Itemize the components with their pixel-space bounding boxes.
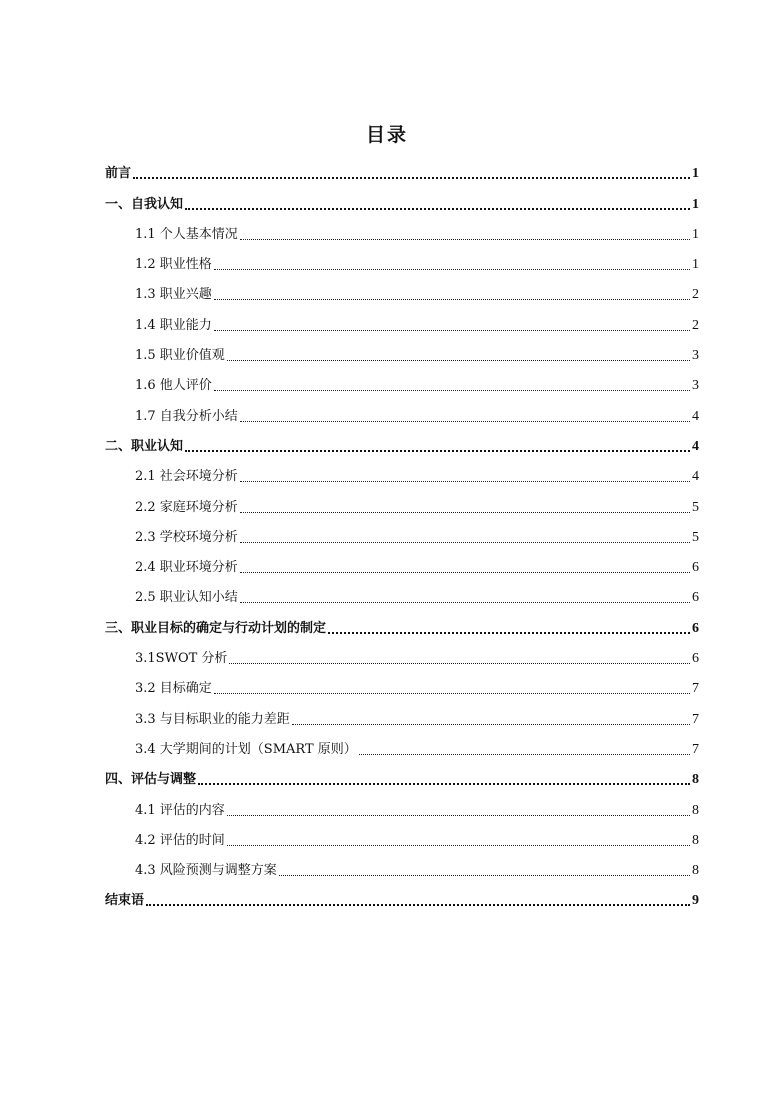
toc-entry-page-number: 4 [692, 438, 699, 454]
toc-entry-page-number: 5 [692, 529, 699, 545]
toc-dot-leader [279, 875, 690, 876]
toc-entry-page-number: 2 [692, 287, 699, 303]
toc-subsection-entry[interactable] [105, 216, 699, 246]
toc-dot-leader [240, 481, 690, 482]
toc-entry-page-number: 3 [692, 378, 699, 394]
toc-entry-label: 1.3 职业兴趣 [135, 287, 212, 303]
toc-dot-leader [214, 330, 690, 331]
toc-entry-page-number: 7 [692, 681, 699, 697]
toc-entry-page-number: 8 [692, 802, 699, 818]
toc-dot-leader [146, 904, 690, 906]
toc-entry-page-number: 1 [692, 166, 699, 182]
toc-entry-page-number: 6 [692, 620, 699, 636]
toc-entry-label: 4.1 评估的内容 [135, 802, 225, 818]
toc-entry-page-number: 2 [692, 317, 699, 333]
toc-subsection-entry[interactable] [105, 488, 699, 518]
toc-entry-label: 2.3 学校环境分析 [135, 529, 238, 545]
toc-entry-label: 4.2 评估的时间 [135, 832, 225, 848]
toc-entry-label: 1.4 职业能力 [135, 317, 212, 333]
toc-subsection-entry[interactable] [105, 519, 699, 549]
toc-section-entry[interactable] [105, 155, 699, 185]
toc-entry-page-number: 3 [692, 348, 699, 364]
toc-entry-page-number: 5 [692, 499, 699, 515]
toc-dot-leader [214, 269, 690, 270]
toc-dot-leader [359, 754, 690, 755]
toc-entry-label: 2.2 家庭环境分析 [135, 499, 238, 515]
toc-subsection-entry[interactable] [105, 579, 699, 609]
toc-dot-leader [292, 724, 690, 725]
toc-entry-label: 3.1SWOT 分析 [135, 651, 228, 667]
toc-entry-label: 1.2 职业性格 [135, 257, 212, 273]
toc-dot-leader [240, 572, 690, 573]
toc-entry-label: 3.2 目标确定 [135, 681, 212, 697]
toc-entry-label: 1.6 他人评价 [135, 378, 212, 394]
toc-dot-leader [185, 208, 690, 210]
toc-entry-label: 1.1 个人基本情况 [135, 226, 238, 242]
toc-entry-label: 1.7 自我分析小结 [135, 408, 238, 424]
toc-entry-page-number: 8 [692, 832, 699, 848]
toc-entry-label: 3.4 大学期间的计划（SMART 原则） [135, 741, 357, 757]
toc-dot-leader [227, 815, 690, 816]
toc-subsection-entry[interactable] [105, 367, 699, 397]
toc-dot-leader [240, 602, 690, 603]
toc-entry-label: 结束语 [105, 893, 145, 909]
toc-section-entry[interactable] [105, 882, 699, 912]
toc-dot-leader [240, 512, 690, 513]
toc-entry-label: 前言 [105, 166, 132, 182]
toc-subsection-entry[interactable] [105, 700, 699, 730]
toc-dot-leader [133, 177, 690, 179]
toc-entry-page-number: 1 [692, 196, 699, 212]
toc-section-entry[interactable] [105, 761, 699, 791]
toc-dot-leader [227, 360, 690, 361]
toc-entry-page-number: 8 [692, 863, 699, 879]
toc-dot-leader [214, 693, 690, 694]
toc-entry-label: 2.1 社会环境分析 [135, 469, 238, 485]
toc-subsection-entry[interactable] [105, 306, 699, 336]
toc-subsection-entry[interactable] [105, 822, 699, 852]
toc-entry-page-number: 9 [692, 893, 699, 909]
toc-subsection-entry[interactable] [105, 731, 699, 761]
toc-list [105, 155, 699, 912]
toc-dot-leader [240, 239, 690, 240]
toc-subsection-entry[interactable] [105, 852, 699, 882]
toc-entry-page-number: 6 [692, 651, 699, 667]
toc-subsection-entry[interactable] [105, 276, 699, 306]
toc-entry-label: 2.5 职业认知小结 [135, 590, 238, 606]
toc-section-entry[interactable] [105, 185, 699, 215]
toc-entry-page-number: 1 [692, 257, 699, 273]
toc-dot-leader [328, 632, 690, 634]
toc-subsection-entry[interactable] [105, 246, 699, 276]
toc-entry-label: 四、评估与调整 [105, 772, 197, 788]
toc-subsection-entry[interactable] [105, 670, 699, 700]
toc-dot-leader [198, 783, 690, 785]
toc-entry-page-number: 1 [692, 226, 699, 242]
toc-dot-leader [240, 542, 690, 543]
toc-entry-label: 一、自我认知 [105, 196, 184, 212]
toc-subsection-entry[interactable] [105, 549, 699, 579]
toc-dot-leader [214, 390, 690, 391]
toc-entry-label: 3.3 与目标职业的能力差距 [135, 711, 290, 727]
toc-title: 目录 [365, 124, 408, 146]
toc-entry-page-number: 8 [692, 772, 699, 788]
toc-subsection-entry[interactable] [105, 397, 699, 427]
toc-entry-label: 4.3 风险预测与调整方案 [135, 863, 277, 879]
toc-dot-leader [214, 299, 690, 300]
toc-entry-label: 三、职业目标的确定与行动计划的制定 [105, 620, 327, 636]
toc-entry-page-number: 6 [692, 560, 699, 576]
toc-dot-leader [227, 845, 690, 846]
toc-entry-page-number: 6 [692, 590, 699, 606]
toc-entry-label: 1.5 职业价值观 [135, 348, 225, 364]
toc-dot-leader [229, 663, 690, 664]
toc-subsection-entry[interactable] [105, 337, 699, 367]
toc-subsection-entry[interactable] [105, 791, 699, 821]
toc-subsection-entry[interactable] [105, 458, 699, 488]
toc-entry-page-number: 7 [692, 741, 699, 757]
toc-dot-leader [185, 450, 690, 452]
toc-entry-page-number: 4 [692, 408, 699, 424]
toc-entry-page-number: 4 [692, 469, 699, 485]
toc-entry-page-number: 7 [692, 711, 699, 727]
toc-subsection-entry[interactable] [105, 640, 699, 670]
toc-entry-label: 2.4 职业环境分析 [135, 560, 238, 576]
toc-entry-label: 二、职业认知 [105, 438, 184, 454]
toc-dot-leader [240, 421, 690, 422]
toc-section-entry[interactable] [105, 609, 699, 639]
toc-section-entry[interactable] [105, 428, 699, 458]
